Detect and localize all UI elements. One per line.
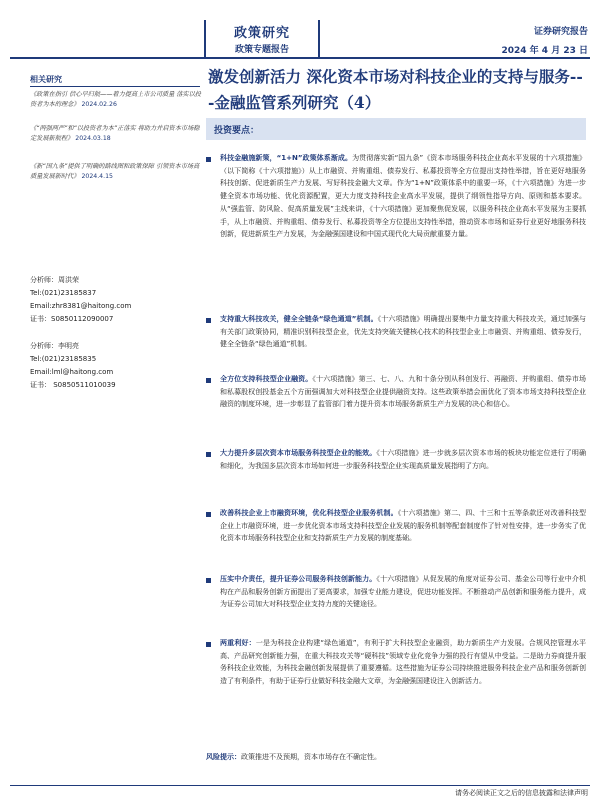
analyst-card: [30, 340, 200, 392]
key-point: [220, 507, 586, 545]
risk-label: 风险提示：: [206, 753, 241, 761]
related-item-title[interactable]: 《政策在指引 信心早归航——着力提高上市公司质量 落实以投资者为本的理念》: [30, 91, 201, 108]
footer-disclaimer: 请务必阅读正文之后的信息披露和法律声明: [455, 789, 588, 797]
key-point-body: 《十六项措施》明确提出要集中力量支持重大科技攻关，通过加强与有关部门政策协同，精准识别科技型企业，优先支持突破关键核心技术的科技型企业上市融资、并购重组、债券发行，健全全链条“绿色通道”机制。: [220, 315, 587, 349]
key-point: [220, 152, 586, 241]
related-item-date: 2024.4.15: [81, 173, 113, 180]
key-point-body: 一是为科技企业构建“绿色通道”，有利于扩大科技型企业融资，助力新质生产力发展。合规风控管理水平高、产品研究创新能力强，在重大科技攻关等“硬科技”领域专业化竞争力强的投行有望从中受益。二是助力券商提升服务科技企业效能，为科技金融创新发展提供了重要遵循。这些措施为证券公司持续推进服务科技企业产品和服务创新创造了有利条件，有助于证券行业做好科技金融大文章，为金融强国建设注入创新活力。: [220, 639, 586, 686]
related-item[interactable]: [30, 162, 202, 182]
footer-rule: [10, 785, 590, 786]
related-item-date: 2024.03.18: [75, 135, 111, 142]
analyst-cert: 证书：S0850112090007: [30, 315, 114, 323]
key-point-body: 《十六项措施》进一步就多层次资本市场的板块功能定位进行了明确和细化，为我国多层次资本市场如何进一步服务科技型企业实现高质量发展指明了方向。: [220, 449, 587, 470]
firm-report-label: 证券研究报告: [533, 27, 588, 37]
key-point-lead: 改善科技企业上市融资环境，优化科技型企业服务机制。: [220, 509, 398, 517]
related-item[interactable]: [30, 124, 202, 144]
key-point-lead: 科技金融施新策，“1+N”政策体系渐成。: [220, 154, 353, 162]
risk-text: 政策推进不及预期，资本市场存在不确定性。: [241, 753, 381, 761]
analyst-name: 分析师：周洪荣: [30, 276, 79, 284]
bullet-icon: [206, 318, 211, 323]
bullet-icon: [206, 642, 211, 647]
key-points-label: 投资要点：: [214, 126, 260, 136]
analyst-tel: Tel:(021)23185837: [30, 289, 97, 297]
related-item[interactable]: [30, 90, 202, 110]
risk-warning: [206, 752, 586, 762]
key-points-bar: [206, 118, 586, 140]
report-date: 2024 年 4 月 23 日: [501, 46, 588, 56]
analyst-card: [30, 274, 200, 326]
key-point: [220, 447, 586, 472]
related-item-title[interactable]: 《“两强两严”和“以投资者为本”正落实 将助力并启资本市场稳定发展新航程》: [30, 125, 200, 142]
key-point-lead: 大力提升多层次资本市场服务科技型企业的能效。: [220, 449, 377, 457]
key-point-body: 《十六项措施》第二、四、十三和十五等条款还对改善科技型企业上市融资环境，进一步优化资本市场支持科技型企业发展的服务机制等配套制度作了针对性安排，进一步务实了优化资本市场服务科技型企业和支持新质生产力发展的制度基础。: [220, 509, 587, 543]
related-research-title: 相关研究: [30, 75, 62, 84]
related-item-date: 2024.02.26: [81, 101, 117, 108]
key-point: [220, 573, 586, 611]
header-rule: [10, 57, 590, 59]
bullet-icon: [206, 452, 211, 457]
key-point-body: 《十六项措施》从促发展的角度对证券公司、基金公司等行业中介机构在产品和服务创新方面提出了更高要求，加强专业能力建设，促进功能发挥。不断推动产品创新和服务能力提升，成为证券公司加大对科技型企业支持力度的关键途径。: [220, 575, 587, 609]
related-research-rule: [30, 86, 200, 87]
analyst-cert: 证书： S0850511010039: [30, 381, 116, 389]
bullet-icon: [206, 578, 211, 583]
key-point-body: 为贯彻落实新“国九条”《资本市场服务科技企业高水平发展的十六项措施》（以下简称《十六项措施》）从上市融资、并购重组、债券发行、私募投资等全方位提出支持性举措，旨在更好地服务科技创新、促进新质生产力发展、写好科技金融大文章。作为“1+N”政策体系中的重要一环，《十六项措施》为进一步健全资本市场功能、优化资源配置，更大力度支持科技企业高水平发展，提供了纲领性指导方向、原则和基本要求。从“强监管、防风险、促高质量发展”主线来讲，《十六项措施》更加聚焦促发展，以服务科技企业高水平发展为主要抓手，从上市融资、并购重组、债券发行、私募投资等全方位提出支持性举措，推动资本市场和证券行业更好地服务科技创新，促进新质生产力发展，为金融强国建设和中国式现代化大局贡献重要力量。: [220, 154, 586, 239]
analyst-email[interactable]: Email:lml@haitong.com: [30, 368, 114, 376]
key-point-lead: 压实中介责任，提升证券公司服务科技创新能力。: [220, 575, 377, 583]
report-type: 政策专题报告: [234, 45, 289, 55]
analyst-email[interactable]: Email:zhr8381@haitong.com: [30, 302, 132, 310]
report-title: 激发创新活力 深化资本市场对科技企业的支持与服务---金融监管系列研究（4）: [208, 67, 583, 112]
analyst-tel: Tel:(021)23185835: [30, 355, 97, 363]
key-point-body: 《十六项措施》第三、七、八、九和十条分别从科创发行、再融资、并购重组、债券市场和私募股权创投基金五个方面强调加大对科技型企业提供融资支持。这些政策举措会面优化了资本市场支持科技型企业融资的制度环境，进一步彰显了监管部门着力提升资本市场服务新质生产力发展的决心和信心。: [220, 375, 587, 409]
key-point-lead: 两重利好：: [220, 639, 256, 647]
key-point-lead: 全方位支持科技型企业融资。: [220, 375, 313, 383]
related-item-title[interactable]: 《新“国九条”提供了明确的路线图和政策保障 引领资本市场高质量发展新时代》: [30, 163, 200, 180]
key-point: [220, 313, 586, 351]
analyst-name: 分析师：李明亮: [30, 342, 79, 350]
bullet-icon: [206, 512, 211, 517]
key-point-lead: 支持重大科技攻关，健全全链条“绿色通道”机制。: [220, 315, 378, 323]
key-point: [220, 373, 586, 411]
bullet-icon: [206, 378, 211, 383]
bullet-icon: [206, 157, 211, 162]
key-point: [220, 637, 586, 688]
report-category: 政策研究: [233, 26, 290, 41]
